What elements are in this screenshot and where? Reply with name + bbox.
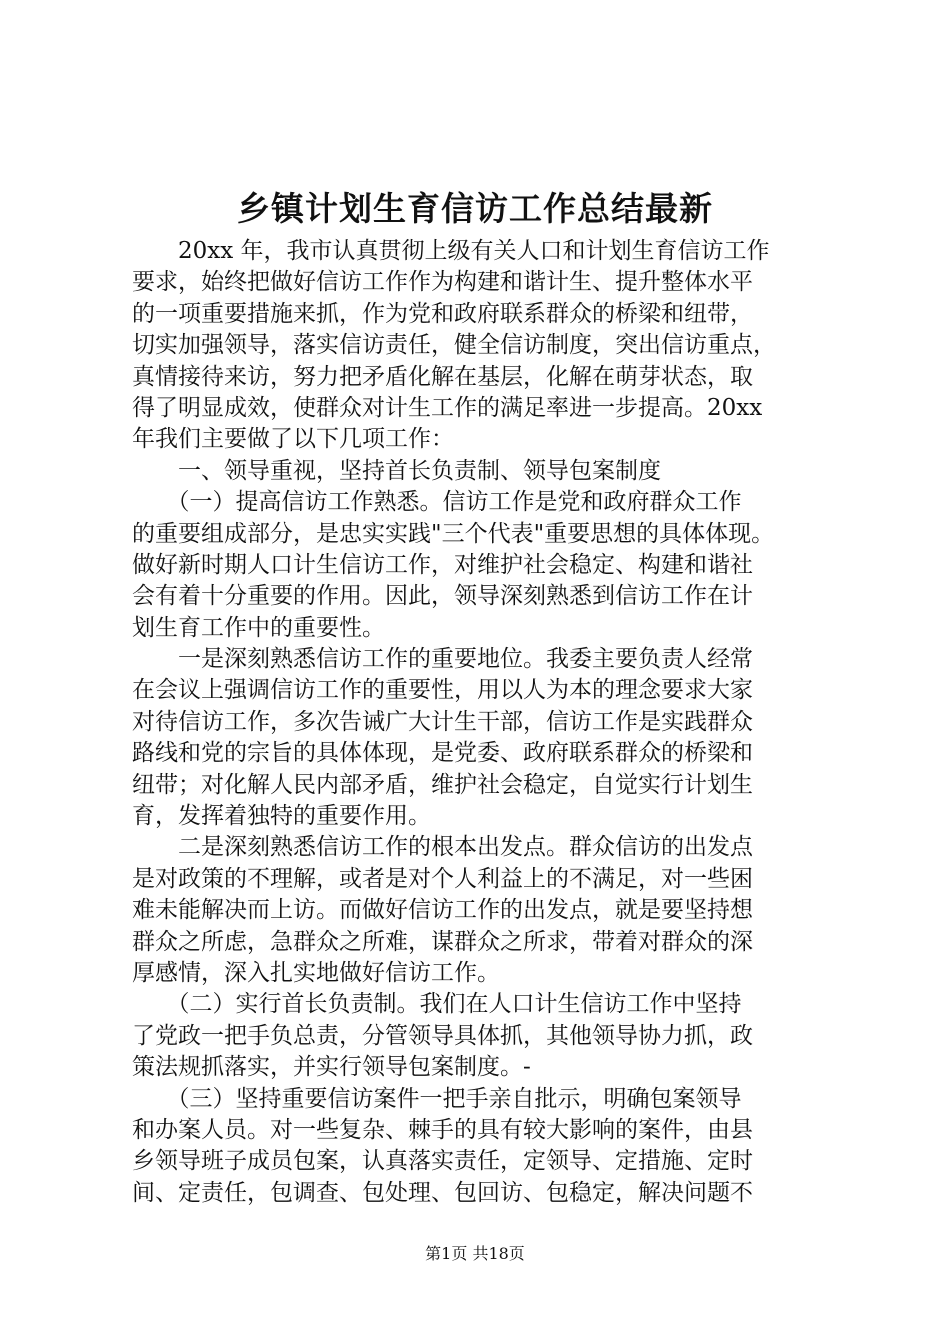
body-text-line: 是对政策的不理解，或者是对个人利益上的不满足，对一些困 (132, 865, 753, 892)
body-text-line: 在会议上强调信访工作的重要性，用以人为本的理念要求大家 (132, 677, 753, 704)
body-text-line: 间、定责任，包调查、包处理、包回访、包稳定，解决问题不 (132, 1179, 753, 1206)
body-text-line: 20xx 年，我市认真贯彻上级有关人口和计划生育信访工作 (132, 238, 770, 264)
body-text-line: 育，发挥着独特的重要作用。 (132, 803, 431, 830)
body-text-line: 一、领导重视，坚持首长负责制、领导包案制度 (132, 457, 661, 484)
body-text-line: 的重要组成部分，是忠实实践"三个代表"重要思想的具体体现。 (132, 520, 775, 547)
body-text-line: 真情接待来访，努力把矛盾化解在基层，化解在萌芽状态，取 (132, 363, 753, 390)
body-text-line: 做好新时期人口计生信访工作，对维护社会稳定、构建和谐社 (132, 551, 753, 578)
body-text-line: 群众之所虑，急群众之所难，谋群众之所求，带着对群众的深 (132, 928, 753, 955)
body-text-line: 要求，始终把做好信访工作作为构建和谐计生、提升整体水平 (132, 269, 753, 296)
page-number-footer: 第1页 共18页 (425, 1244, 525, 1263)
body-text-line: 和办案人员。对一些复杂、棘手的具有较大影响的案件，由县 (132, 1116, 753, 1143)
body-text-line: 会有着十分重要的作用。因此，领导深刻熟悉到信访工作在计 (132, 583, 753, 610)
body-text-line: 了党政一把手负总责，分管领导具体抓，其他领导协力抓，政 (132, 1022, 753, 1049)
body-text-line: 路线和党的宗旨的具体体现，是党委、政府联系群众的桥梁和 (132, 740, 753, 767)
body-text-line: 纽带；对化解人民内部矛盾，维护社会稳定，自觉实行计划生 (132, 771, 753, 798)
body-text-line: 划生育工作中的重要性。 (132, 614, 385, 641)
body-text-line: 得了明显成效，使群众对计生工作的满足率进一步提高。20xx (132, 394, 763, 421)
body-text-line: 的一项重要措施来抓，作为党和政府联系群众的桥梁和纽带， (132, 300, 753, 327)
body-text-line: （二）实行首长负责制。我们在人口计生信访工作中坚持 (132, 991, 742, 1018)
body-text-line: 策法规抓落实，并实行领导包案制度。- (132, 1054, 531, 1081)
body-text-line: 难未能解决而上访。而做好信访工作的出发点，就是要坚持想 (132, 897, 753, 924)
body-text-line: 一是深刻熟悉信访工作的重要地位。我委主要负责人经常 (132, 646, 753, 673)
body-text-line: 年我们主要做了以下几项工作： (132, 426, 454, 453)
body-text-line: 乡领导班子成员包案，认真落实责任，定领导、定措施、定时 (132, 1148, 753, 1175)
body-text-line: 对待信访工作，多次告诫广大计生干部，信访工作是实践群众 (132, 708, 753, 735)
document-title: 乡镇计划生育信访工作总结最新 (237, 189, 713, 228)
document-body (132, 236, 822, 1209)
body-text-line: 厚感情，深入扎实地做好信访工作。 (132, 959, 500, 986)
body-text-line: 切实加强领导，落实信访责任，健全信访制度，突出信访重点， (132, 332, 776, 359)
body-text-line: 二是深刻熟悉信访工作的根本出发点。群众信访的出发点 (132, 834, 753, 861)
body-text-line: （一）提高信访工作熟悉。信访工作是党和政府群众工作 (132, 489, 742, 516)
body-text-line: （三）坚持重要信访案件一把手亲自批示，明确包案领导 (132, 1085, 742, 1112)
